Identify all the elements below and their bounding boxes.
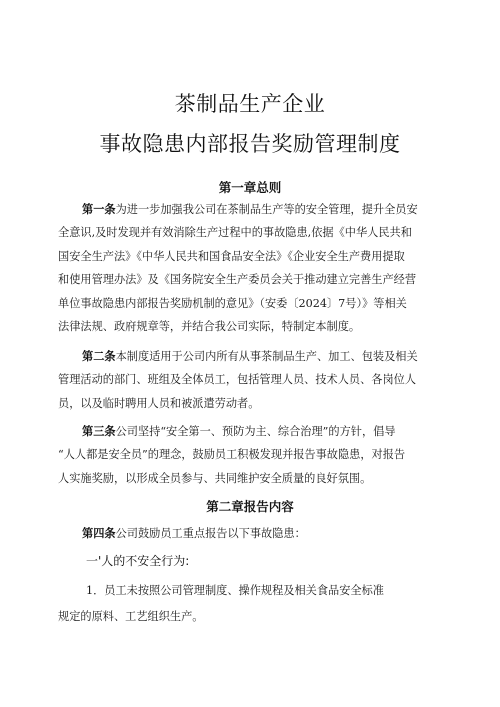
item1-line1: 1．员工未按照公司管理制度、操作规程及相关食品安全标准 bbox=[86, 584, 384, 597]
article2-label: 第二条 bbox=[82, 350, 116, 363]
article1-line1: 第一条为进一步加强我公司在茶制品生产等的安全管理，提升全员安 bbox=[82, 203, 418, 216]
article4-line1: 第四条公司鼓励员工重点报告以下事故隐患： bbox=[82, 527, 306, 540]
article3-paragraph bbox=[58, 420, 450, 490]
article1-line6: 法律法规、政府规章等，并结合我公司实际，特制定本制度。 bbox=[58, 320, 361, 334]
article4-paragraph bbox=[58, 522, 450, 545]
article2-paragraph bbox=[58, 345, 450, 415]
article3-line3: 人实施奖励，以形成全员参与、共同维护安全质量的良好氛围。 bbox=[58, 471, 372, 485]
chapter2-heading: 第二章报告内容 bbox=[206, 499, 294, 514]
article3-label: 第三条 bbox=[82, 425, 116, 438]
document-title-line1: 茶制品生产企业 bbox=[174, 92, 326, 116]
article1-line2: 全意识,及时发现并有效消除生产过程中的事故隐患,依据《中华人民共和 bbox=[58, 226, 412, 240]
article1-label: 第一条 bbox=[82, 203, 116, 216]
article1-paragraph bbox=[58, 198, 450, 338]
document-title-line2: 事故隐患内部报告奖励管理制度 bbox=[99, 132, 401, 156]
article4-label: 第四条 bbox=[82, 527, 116, 540]
article2-line1: 第二条本制度适用于公司内所有从事茶制品生产、加工、包装及相关 bbox=[82, 350, 418, 363]
chapter1-heading: 第一章总则 bbox=[218, 180, 282, 195]
article3-line1: 第三条公司坚持“安全第一、预防为主、综合治理”的方针，倡导 bbox=[82, 425, 396, 438]
article1-line4: 和使用管理办法》及《国务院安全生产委员会关于推动建立完善生产经营 bbox=[58, 273, 417, 287]
article1-line5: 单位事故隐患内部报告奖励机制的意见》（安委〔2024〕7号）》等相关 bbox=[58, 296, 407, 310]
article2-line2: 管理活动的部门、班组及全体员工，包括管理人员、技术人员、各岗位人 bbox=[58, 373, 417, 387]
subheading-unsafe-behavior: 一'人的不安全行为: bbox=[86, 554, 190, 568]
item1-line2: 规定的原料、工艺组织生产。 bbox=[58, 610, 204, 623]
article2-line3: 员，以及临时聘用人员和被派遣劳动者。 bbox=[58, 396, 260, 410]
article3-line2: “人人都是安全员”的理念，鼓励员工积极发现并报告事故隐患，对报告 bbox=[58, 448, 406, 462]
article1-line3: 国安全生产法》《中华人民共和国食品安全法》《企业安全生产费用提取 bbox=[58, 249, 405, 263]
